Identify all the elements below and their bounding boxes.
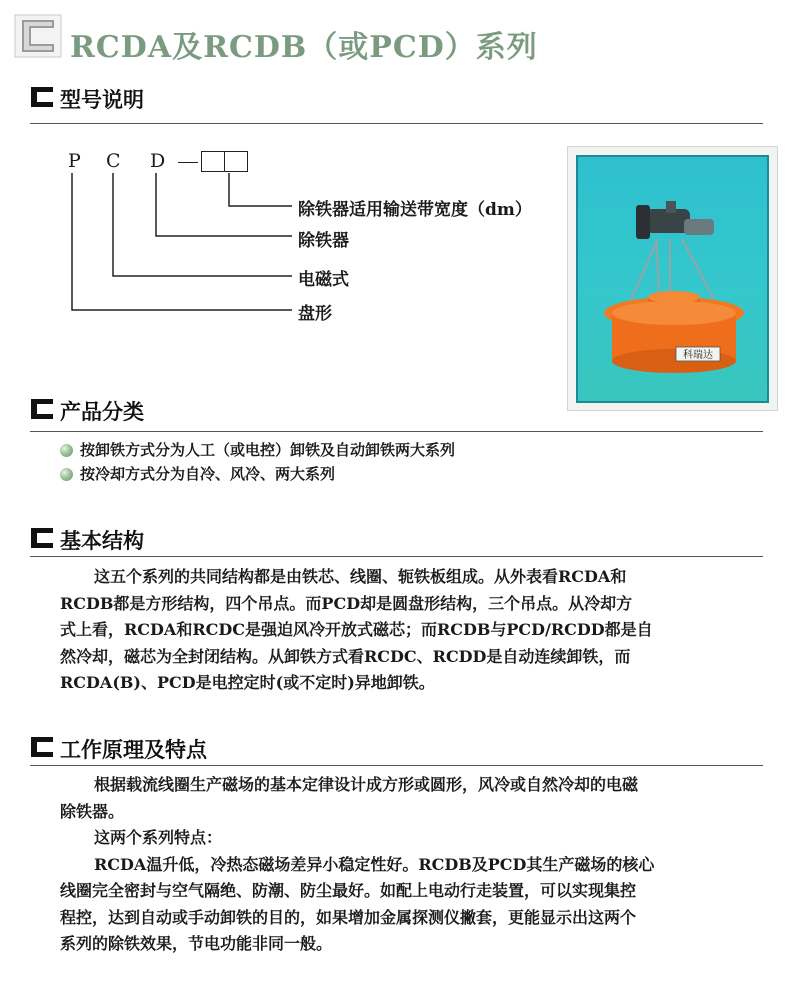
- section-bracket-icon: [30, 736, 54, 758]
- magnetic-separator-illustration: [578, 157, 769, 403]
- bullet-dot-icon: [60, 468, 73, 481]
- classification-item-text: 按卸铁方式分为人工（或电控）卸铁及自动卸铁两大系列: [80, 441, 456, 459]
- code-letter-c: C: [106, 150, 121, 172]
- section-bracket-icon: [30, 527, 54, 549]
- principle-line: 除铁器。: [60, 801, 125, 821]
- principle-line: 根据载流线圈生产磁场的基本定律设计成方形或圆形，风冷或自然冷却的电磁: [94, 775, 639, 794]
- principle-paragraph: [60, 772, 780, 958]
- section-heading-label: 产品分类: [60, 400, 144, 424]
- section-heading-label: 基本结构: [60, 529, 144, 553]
- principle-line: 线圈完全密封与空气隔绝、防潮、防尘最好。如配上电动行走装置，可以实现集控: [60, 881, 637, 900]
- page-title: RCDA及RCDB（或PCD）系列: [70, 30, 538, 65]
- principle-features-intro: 这两个系列特点：: [94, 828, 223, 847]
- section-divider: [30, 431, 763, 432]
- leader-line-magnetic: [113, 173, 292, 276]
- structure-line: 这五个系列的共同结构都是由铁芯、线圈、轭铁板组成。从外表看RCDA和: [94, 567, 627, 586]
- code-label-disc: 盘形: [298, 304, 332, 324]
- section-heading-label: 型号说明: [60, 88, 144, 112]
- section-bracket-icon: [30, 398, 54, 420]
- principle-line: RCDA温升低，冷热态磁场差异小稳定性好。RCDB及PCD其生产磁场的核心: [94, 854, 655, 874]
- code-letter-p: P: [68, 150, 81, 172]
- nameplate-text: 科瑞达: [683, 350, 713, 361]
- classification-item-text: 按冷却方式分为自冷、风冷、两大系列: [80, 465, 336, 483]
- structure-line: 式上看，RCDA和RCDC是强迫风冷开放式磁芯；而RCDB与PCD/RCDD都是自: [60, 620, 653, 639]
- code-label-magnetic: 电磁式: [298, 270, 349, 290]
- section-divider: [30, 556, 763, 557]
- bullet-dot-icon: [60, 444, 73, 457]
- code-letter-d: D: [150, 150, 166, 172]
- product-photo: [567, 146, 778, 411]
- code-label-width: 除铁器适用输送带宽度（dm）: [298, 200, 532, 220]
- leader-line-disc: [72, 173, 292, 310]
- structure-line: 然冷却，磁芯为全封闭结构。从卸铁方式看RCDC、RCDD是自动连续卸铁，而: [60, 646, 631, 666]
- principle-line: 程控，达到自动或手动卸铁的目的，如果增加金属探测仪撇套，更能显示出这两个: [60, 907, 637, 927]
- structure-paragraph: [60, 564, 780, 697]
- principle-line: 系列的除铁效果，节电功能非同一般。: [60, 934, 333, 953]
- leader-line-separator: [156, 173, 292, 236]
- structure-line: RCDB都是方形结构，四个吊点。而PCD却是圆盘形结构，三个吊点。从冷却方: [60, 593, 633, 613]
- classification-item: [60, 463, 335, 484]
- leader-line-width: [229, 173, 292, 206]
- section-divider: [30, 765, 763, 766]
- structure-line: RCDA(B)、PCD是电控定时(或不定时)异地卸铁。: [60, 673, 435, 692]
- section-heading-label: 工作原理及特点: [60, 738, 207, 762]
- code-label-separator: 除铁器: [298, 231, 349, 251]
- classification-item: [60, 439, 455, 460]
